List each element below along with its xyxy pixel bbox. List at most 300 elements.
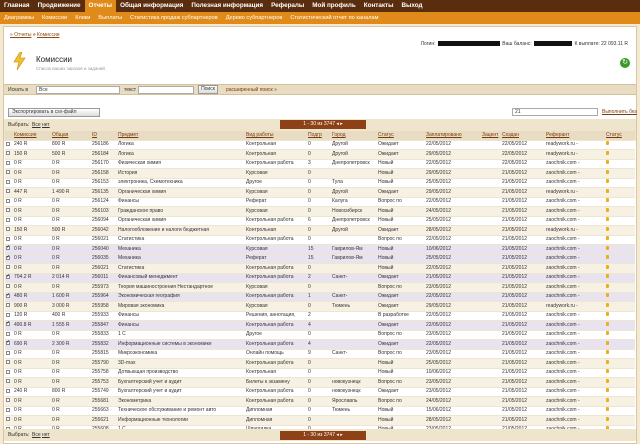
cell-subj[interactable]: Финансы <box>117 321 245 331</box>
row-checkbox[interactable] <box>6 398 10 402</box>
cell-id[interactable]: 255958 <box>91 302 117 312</box>
column-header[interactable]: Статус <box>377 131 425 140</box>
cell-subj[interactable]: электроника, Схемотехника <box>117 178 245 188</box>
row-select-cell[interactable] <box>5 330 13 340</box>
row-checkbox[interactable] <box>6 161 10 165</box>
table-row[interactable] <box>5 359 635 369</box>
cell-st: Новый <box>377 264 425 274</box>
row-select-cell[interactable] <box>5 302 13 312</box>
cell-total: 0 R <box>51 397 91 407</box>
row-select-cell[interactable] <box>5 406 13 416</box>
cell-type: Дипломная <box>245 406 307 416</box>
cell-id[interactable]: 256170 <box>91 159 117 169</box>
select-none-link[interactable]: нет <box>42 122 50 128</box>
row-checkbox[interactable] <box>6 341 10 345</box>
cell-id[interactable]: 256184 <box>91 150 117 160</box>
row-checkbox[interactable] <box>6 227 10 231</box>
cell-status-icon <box>605 302 635 312</box>
cell-id[interactable]: 255832 <box>91 340 117 350</box>
cell-id[interactable]: 256158 <box>91 169 117 179</box>
cell-kom: 900 R <box>13 302 51 312</box>
pager-bottom[interactable]: 1 - 30 из 3747 ◂ ▸ <box>280 431 366 440</box>
row-checkbox[interactable] <box>6 408 10 412</box>
cell-subj[interactable]: Информационные технологии <box>117 416 245 426</box>
table-row[interactable] <box>5 368 635 378</box>
row-select-cell[interactable] <box>5 159 13 169</box>
cell-city: Калуга <box>331 197 377 207</box>
row-select-cell[interactable] <box>5 245 13 255</box>
table-row[interactable] <box>5 178 635 188</box>
cell-created: 21/05/2012 <box>501 311 545 321</box>
cell-created: 21/05/2012 <box>501 340 545 350</box>
column-header[interactable]: Создан <box>501 131 545 140</box>
table-row[interactable] <box>5 283 635 293</box>
row-select-cell[interactable] <box>5 311 13 321</box>
row-checkbox[interactable] <box>6 370 10 374</box>
subnav-item[interactable]: Диаграммы <box>4 15 34 21</box>
cell-subj[interactable]: Статистика <box>117 235 245 245</box>
cell-id[interactable]: 255847 <box>91 321 117 331</box>
cell-id[interactable]: 255758 <box>91 368 117 378</box>
column-header[interactable]: Вид работы <box>245 131 307 140</box>
cell-subj[interactable]: Налогообложение и налоги бюджетная <box>117 226 245 236</box>
lock-icon <box>606 255 609 259</box>
cell-kom: 690 R <box>13 340 51 350</box>
table-row[interactable] <box>5 264 635 274</box>
cell-subj[interactable]: Органическая химия <box>117 188 245 198</box>
cell-subj[interactable]: Мировая экономика <box>117 302 245 312</box>
table-row[interactable] <box>5 169 635 179</box>
table-row[interactable] <box>5 245 635 255</box>
cell-status-icon <box>605 254 635 264</box>
nav-item[interactable]: Главная <box>4 2 30 9</box>
column-header[interactable]: Общая <box>51 131 91 140</box>
row-select-cell[interactable] <box>5 150 13 160</box>
cell-blank <box>481 245 501 255</box>
row-select-cell[interactable] <box>5 188 13 198</box>
table-row[interactable] <box>5 387 635 397</box>
cell-id[interactable]: 256021 <box>91 264 117 274</box>
cell-blank <box>481 406 501 416</box>
row-checkbox[interactable] <box>6 351 10 355</box>
lock-icon <box>606 417 609 421</box>
row-select-cell[interactable] <box>5 216 13 226</box>
row-select-cell[interactable] <box>5 340 13 350</box>
table-row[interactable] <box>5 416 635 426</box>
cell-subj[interactable]: История <box>117 169 245 179</box>
search-scope-select[interactable]: Все <box>36 86 120 94</box>
row-checkbox[interactable] <box>6 303 10 307</box>
cell-id[interactable]: 255749 <box>91 387 117 397</box>
row-select-cell[interactable] <box>5 397 13 407</box>
cell-pg: 0 <box>307 406 331 416</box>
cell-type: Контрольная работа <box>245 292 307 302</box>
cell-pg: 0 <box>307 368 331 378</box>
nav-item[interactable]: Продвижение <box>37 2 81 9</box>
cell-subj[interactable]: 3D-max <box>117 359 245 369</box>
cell-subj[interactable]: Логика <box>117 140 245 150</box>
nav-item[interactable]: Отчеты <box>85 0 117 12</box>
cell-id[interactable]: 256186 <box>91 140 117 150</box>
row-select-cell[interactable] <box>5 178 13 188</box>
cell-st: Ожидает <box>377 292 425 302</box>
footer-bar <box>4 429 636 441</box>
row-select-cell[interactable] <box>5 273 13 283</box>
table-row[interactable] <box>5 349 635 359</box>
cell-blank <box>481 368 501 378</box>
lock-icon <box>606 360 609 364</box>
column-header[interactable]: Зацент <box>481 131 501 140</box>
cell-subj[interactable]: Дотвьющая производство <box>117 368 245 378</box>
row-select-cell[interactable] <box>5 207 13 217</box>
cell-kom: 0 R <box>13 378 51 388</box>
cell-id[interactable]: 256124 <box>91 197 117 207</box>
cell-id[interactable]: 255681 <box>91 397 117 407</box>
lock-icon <box>606 208 609 212</box>
cell-paid: 25/05/2012 <box>425 254 481 264</box>
cell-type: Контрольная работа <box>245 273 307 283</box>
cell-subj[interactable]: Микроэкономика <box>117 349 245 359</box>
cell-city: Гаврилов-Ям <box>331 254 377 264</box>
search-button[interactable]: Поиск <box>198 85 218 94</box>
table-row[interactable] <box>5 150 635 160</box>
cell-ref: zaochnik.com - <box>545 159 605 169</box>
nav-item[interactable]: Мой профиль <box>312 2 356 9</box>
cell-total: 800 R <box>51 387 91 397</box>
cell-subj[interactable]: Финансовый менеджмент <box>117 273 245 283</box>
row-select-cell[interactable] <box>5 387 13 397</box>
cell-city: Днепропетровск <box>331 216 377 226</box>
cell-id[interactable]: 256040 <box>91 245 117 255</box>
cell-pg: 0 <box>307 197 331 207</box>
cell-st: Ожидает <box>377 188 425 198</box>
cell-status-icon <box>605 226 635 236</box>
cell-subj[interactable]: Информационные системы в экономике <box>117 340 245 350</box>
cell-status-icon <box>605 311 635 321</box>
cell-status-icon <box>605 378 635 388</box>
row-checkbox[interactable] <box>6 180 10 184</box>
lock-icon <box>606 284 609 288</box>
row-select-cell[interactable] <box>5 226 13 236</box>
nav-item[interactable]: Выход <box>401 2 423 9</box>
row-select-cell[interactable] <box>5 368 13 378</box>
row-select-cell[interactable] <box>5 416 13 426</box>
row-select-cell[interactable] <box>5 359 13 369</box>
row-checkbox[interactable] <box>6 142 10 146</box>
subnav-item[interactable]: Статистика продаж субпартнеров <box>130 15 218 21</box>
cell-total: 0 R <box>51 359 91 369</box>
cell-status-icon <box>605 245 635 255</box>
per-page-select[interactable]: 21 <box>512 108 598 116</box>
cell-st: В разработке <box>377 311 425 321</box>
cell-pg: 0 <box>307 387 331 397</box>
row-checkbox[interactable] <box>6 313 10 317</box>
lock-icon <box>606 246 609 250</box>
row-checkbox[interactable] <box>6 199 10 203</box>
column-header[interactable]: Город <box>331 131 377 140</box>
cell-subj[interactable]: 1 C <box>117 330 245 340</box>
pager-top[interactable]: 1 - 30 из 3747 ◂ ▸ <box>280 120 366 129</box>
cell-st: Новый <box>377 169 425 179</box>
table-row[interactable] <box>5 140 635 150</box>
table-row[interactable] <box>5 378 635 388</box>
breadcrumb-reports[interactable]: » Отчеты <box>10 32 32 38</box>
cell-type: Контрольная работа <box>245 159 307 169</box>
cell-subj[interactable]: Теория машиностроения Нестандартное <box>117 283 245 293</box>
row-checkbox[interactable] <box>6 379 10 383</box>
cell-city <box>331 283 377 293</box>
row-checkbox[interactable] <box>6 360 10 364</box>
row-checkbox[interactable] <box>6 322 10 326</box>
cell-paid: 24/05/2012 <box>425 207 481 217</box>
cell-id[interactable]: 255663 <box>91 406 117 416</box>
table-row[interactable] <box>5 406 635 416</box>
cell-created: 21/05/2012 <box>501 387 545 397</box>
row-checkbox[interactable] <box>6 218 10 222</box>
cell-blank <box>481 207 501 217</box>
table-row[interactable] <box>5 197 635 207</box>
column-header[interactable]: Реферант <box>545 131 605 140</box>
row-select-cell[interactable] <box>5 321 13 331</box>
search-in-label: Искать в <box>8 87 29 93</box>
subnav-item[interactable]: Клики <box>75 15 91 21</box>
cell-kom: 490.8 R <box>13 321 51 331</box>
cell-ref: zaochnik.com - <box>545 397 605 407</box>
cell-subj[interactable]: Техническое обслуживание и ремонт авто <box>117 406 245 416</box>
table-row[interactable] <box>5 330 635 340</box>
cell-city <box>331 368 377 378</box>
cell-pg: 0 <box>307 264 331 274</box>
cell-pg: 0 <box>307 140 331 150</box>
cell-type: Онлайн помощь <box>245 349 307 359</box>
cell-subj[interactable]: Финансы <box>117 311 245 321</box>
table-row[interactable] <box>5 321 635 331</box>
column-header[interactable]: Предмет <box>117 131 245 140</box>
row-select-cell[interactable] <box>5 235 13 245</box>
cell-status-icon <box>605 178 635 188</box>
cell-paid: 23/05/2012 <box>425 378 481 388</box>
cell-blank <box>481 349 501 359</box>
subnav-item[interactable]: Комиссии <box>42 15 68 21</box>
cell-created: 21/05/2012 <box>501 197 545 207</box>
cell-pg: 3 <box>307 159 331 169</box>
column-header[interactable]: Подгр <box>307 131 331 140</box>
row-checkbox[interactable] <box>6 417 10 421</box>
cell-blank <box>481 302 501 312</box>
lock-icon <box>606 407 609 411</box>
select-all-link[interactable]: Все <box>32 122 41 128</box>
cell-id[interactable]: 255933 <box>91 311 117 321</box>
breadcrumb-commissions[interactable]: Комиссии <box>37 32 60 38</box>
column-header[interactable]: ID <box>91 131 117 140</box>
nav-item[interactable]: Полезная информация <box>191 2 264 9</box>
row-select-cell[interactable] <box>5 283 13 293</box>
cell-paid: 23/05/2012 <box>425 330 481 340</box>
balance-label: Ваш баланс: <box>502 41 532 47</box>
row-checkbox[interactable] <box>6 208 10 212</box>
table-row[interactable] <box>5 188 635 198</box>
cell-id[interactable]: 255790 <box>91 359 117 369</box>
row-select-cell[interactable] <box>5 349 13 359</box>
cell-id[interactable]: 255815 <box>91 349 117 359</box>
lock-icon <box>606 151 609 155</box>
row-checkbox[interactable] <box>6 256 10 260</box>
pager-text: 1 - 30 из 3747 <box>303 121 335 127</box>
nav-item[interactable]: Общая информация <box>120 2 184 9</box>
cell-st: Вопрос по <box>377 197 425 207</box>
cell-subj[interactable]: Бухгалтерский учет и аудит <box>117 378 245 388</box>
payout-label: К выплате: 22 093.11 R <box>574 41 628 47</box>
cell-st: Новый <box>377 254 425 264</box>
cell-id[interactable]: 256042 <box>91 226 117 236</box>
cell-ref: zaochnik.com - <box>545 378 605 388</box>
cell-total: 0 R <box>51 330 91 340</box>
table-row[interactable] <box>5 397 635 407</box>
page-title: Комиссии <box>36 55 73 64</box>
cell-type: Контрольная работа <box>245 321 307 331</box>
cell-id[interactable]: 256011 <box>91 273 117 283</box>
subnav-item[interactable]: Дерево субпартнеров <box>225 15 283 21</box>
cell-ref: zaochnik.com - <box>545 330 605 340</box>
cell-subj[interactable]: Эконометрика <box>117 397 245 407</box>
cell-blank <box>481 359 501 369</box>
cell-total: 0 R <box>51 178 91 188</box>
nav-item[interactable]: Рефералы <box>271 2 305 9</box>
cell-id[interactable]: 255973 <box>91 283 117 293</box>
cell-type: Другое <box>245 330 307 340</box>
cell-st: Новый <box>377 216 425 226</box>
cell-kom: 0 R <box>13 235 51 245</box>
cell-kom: 0 R <box>13 254 51 264</box>
cell-city <box>331 311 377 321</box>
row-select-cell[interactable] <box>5 292 13 302</box>
cell-city <box>331 416 377 426</box>
breadcrumb <box>10 32 60 38</box>
cell-subj[interactable]: Финансы <box>117 197 245 207</box>
refresh-icon[interactable]: ↻ <box>620 58 630 68</box>
cell-total: 0 R <box>51 283 91 293</box>
row-select-cell[interactable] <box>5 197 13 207</box>
column-header[interactable]: Статус <box>605 131 635 140</box>
cell-created: 21/05/2012 <box>501 254 545 264</box>
cell-id[interactable]: 256021 <box>91 235 117 245</box>
row-checkbox[interactable] <box>6 332 10 336</box>
cell-id[interactable]: 255621 <box>91 416 117 426</box>
cell-type: Курсовая <box>245 245 307 255</box>
cell-id[interactable]: 256103 <box>91 207 117 217</box>
cell-status-icon <box>605 264 635 274</box>
table-row[interactable] <box>5 273 635 283</box>
cell-city: Новосибирск <box>331 207 377 217</box>
cell-id[interactable]: 255833 <box>91 330 117 340</box>
lock-icon <box>606 331 609 335</box>
table-row[interactable] <box>5 235 635 245</box>
row-checkbox[interactable] <box>6 151 10 155</box>
table-row[interactable] <box>5 302 635 312</box>
cell-paid: 23/05/2012 <box>425 387 481 397</box>
table-row[interactable] <box>5 216 635 226</box>
cell-id[interactable]: 256153 <box>91 178 117 188</box>
sub-nav <box>0 12 640 24</box>
cell-status-icon <box>605 188 635 198</box>
cell-id[interactable]: 256135 <box>91 188 117 198</box>
row-checkbox[interactable] <box>6 189 10 193</box>
row-select-cell[interactable] <box>5 169 13 179</box>
row-select-cell[interactable] <box>5 378 13 388</box>
column-header[interactable]: Заплатировано <box>425 131 481 140</box>
redacted-login <box>438 41 500 46</box>
row-checkbox[interactable] <box>6 284 10 288</box>
cell-subj[interactable]: Логика <box>117 150 245 160</box>
cell-subj[interactable]: Статистика <box>117 264 245 274</box>
cell-pg: 0 <box>307 416 331 426</box>
cell-total: 500 R <box>51 226 91 236</box>
table-row[interactable] <box>5 254 635 264</box>
table-row[interactable] <box>5 311 635 321</box>
row-select-cell[interactable] <box>5 254 13 264</box>
export-csv-button[interactable] <box>8 108 100 117</box>
cell-ref: zaochnik.com - <box>545 207 605 217</box>
cell-city <box>331 330 377 340</box>
cell-subj[interactable]: Органическая химия <box>117 216 245 226</box>
table-row[interactable] <box>5 159 635 169</box>
cell-subj[interactable]: Гражданское право <box>117 207 245 217</box>
cell-id[interactable]: 256094 <box>91 216 117 226</box>
cell-created: 21/05/2012 <box>501 264 545 274</box>
cell-id[interactable]: 255964 <box>91 292 117 302</box>
footer-select-none-link[interactable]: нет <box>42 432 50 438</box>
table-row[interactable] <box>5 226 635 236</box>
subnav-item[interactable]: Статистический отчет по каналам <box>290 15 379 21</box>
cell-subj[interactable]: Механика <box>117 245 245 255</box>
table-row[interactable] <box>5 207 635 217</box>
table-row[interactable] <box>5 340 635 350</box>
lock-icon <box>606 350 609 354</box>
row-checkbox[interactable] <box>6 170 10 174</box>
nav-item[interactable]: Контакты <box>363 2 394 9</box>
cell-ref: zaochnik.com - <box>545 283 605 293</box>
apply-link[interactable]: Выполнить без <box>602 109 637 115</box>
row-checkbox[interactable] <box>6 265 10 269</box>
column-header[interactable]: Комиссия <box>13 131 51 140</box>
advanced-search-link[interactable]: расширенный поиск » <box>226 87 277 93</box>
cell-id[interactable]: 256035 <box>91 254 117 264</box>
row-select-cell[interactable] <box>5 140 13 150</box>
subnav-item[interactable]: Выплаты <box>98 15 123 21</box>
row-checkbox[interactable] <box>6 237 10 241</box>
row-checkbox[interactable] <box>6 294 10 298</box>
row-checkbox[interactable] <box>6 389 10 393</box>
row-checkbox[interactable] <box>6 246 10 250</box>
cell-city: Тула <box>331 178 377 188</box>
row-checkbox[interactable] <box>6 275 10 279</box>
cell-pg: 9 <box>307 349 331 359</box>
cell-id[interactable]: 255753 <box>91 378 117 388</box>
cell-total: 0 R <box>51 169 91 179</box>
table-row[interactable] <box>5 292 635 302</box>
cell-subj[interactable]: Механика <box>117 254 245 264</box>
cell-subj[interactable]: Физическая химия <box>117 159 245 169</box>
cell-subj[interactable]: Бухгалтерский учет и аудит <box>117 387 245 397</box>
row-select-cell[interactable] <box>5 264 13 274</box>
cell-total: 500 R <box>51 150 91 160</box>
cell-created: 21/05/2012 <box>501 283 545 293</box>
cell-st: Новый <box>377 207 425 217</box>
cell-subj[interactable]: Экономическая география <box>117 292 245 302</box>
cell-kom: 0 R <box>13 330 51 340</box>
footer-select-all-link[interactable]: Все <box>32 432 41 438</box>
search-input[interactable] <box>138 86 194 94</box>
